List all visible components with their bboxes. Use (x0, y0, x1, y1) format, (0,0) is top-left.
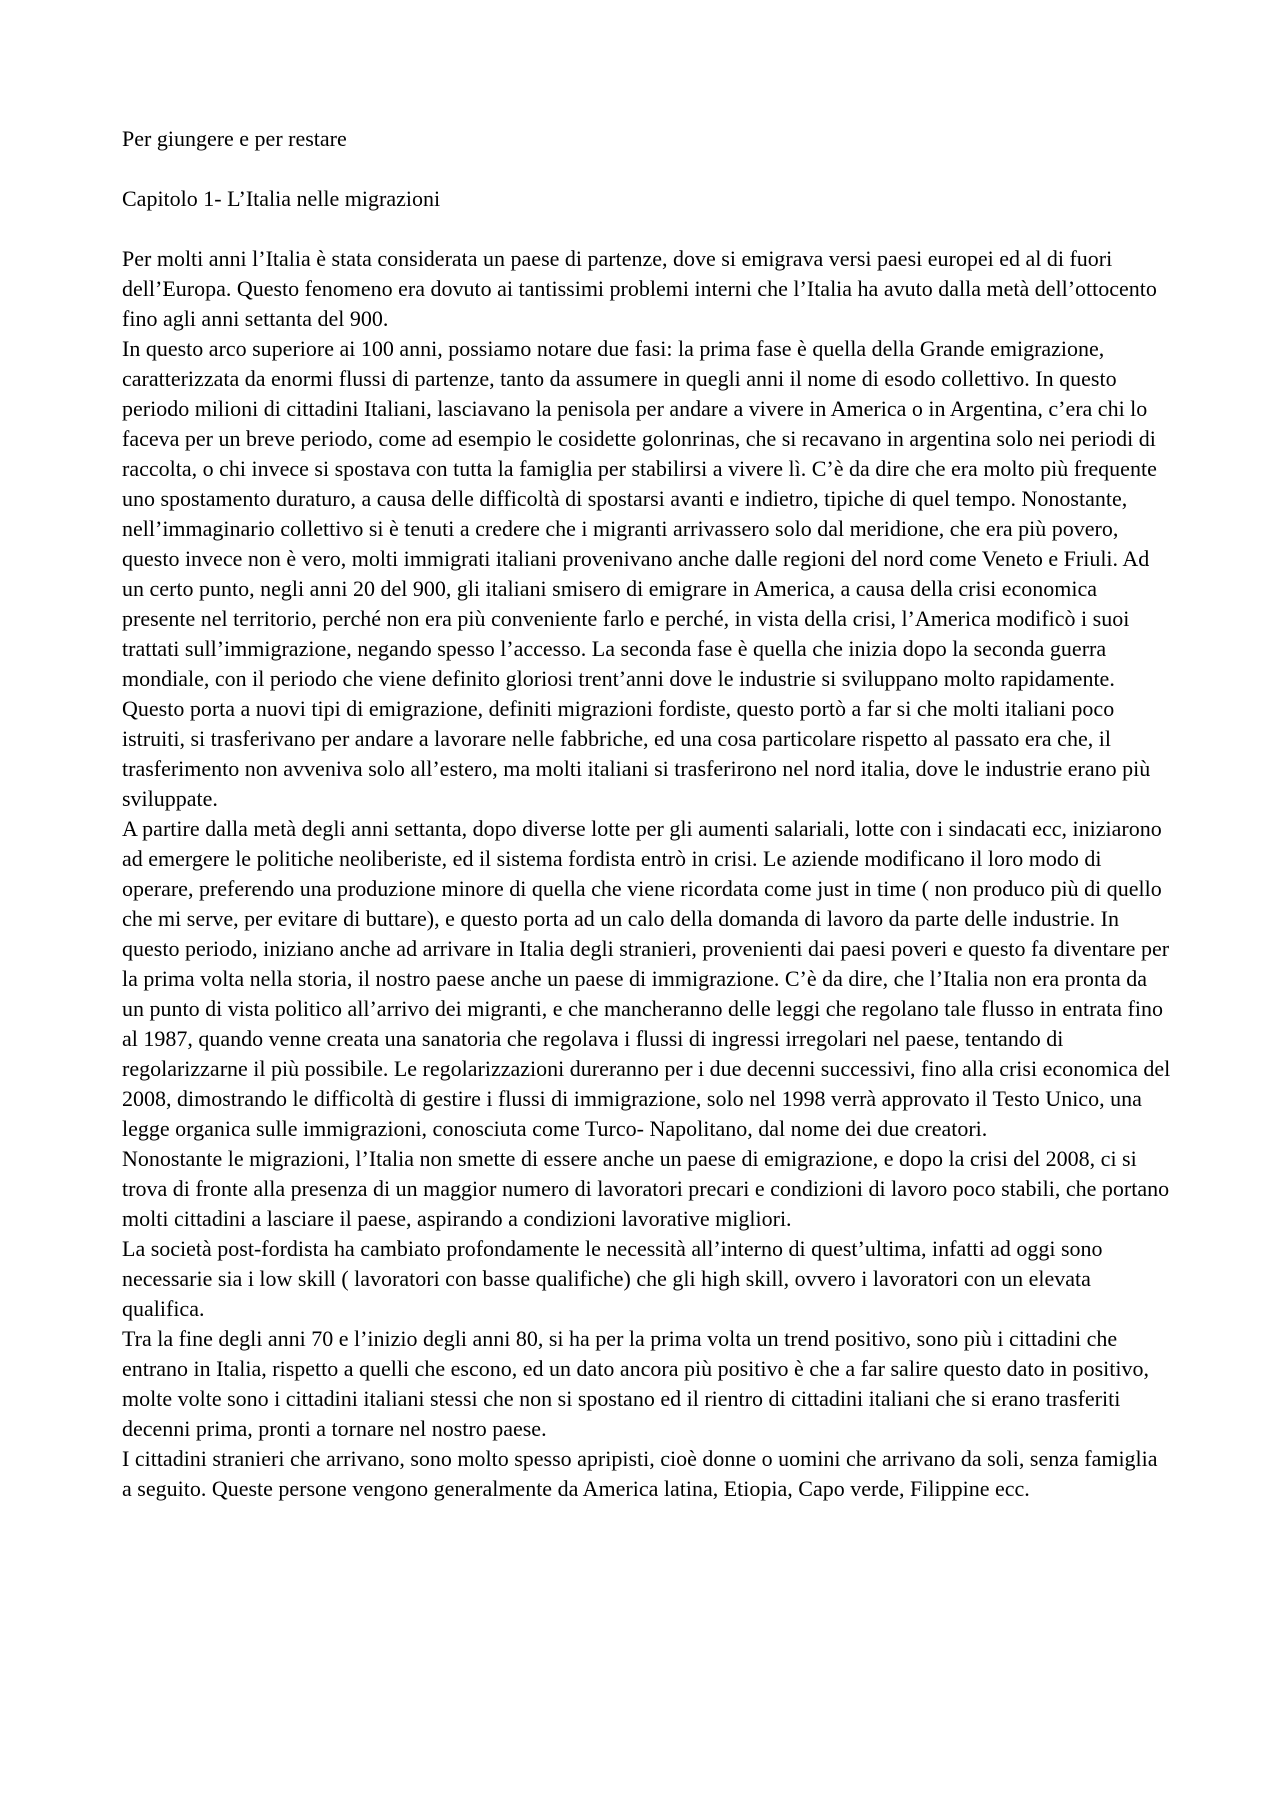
paragraph-3: A partire dalla metà degli anni settanta, dopo diverse lotte per gli aumenti salariali, lotte con i sindacati ecc, iniziarono ad emergere le politiche neoliberiste, ed il sistema fordista entrò in crisi. Le aziende modificano il loro modo di operare, preferendo una produzione minore di quella che viene ricordata come just in time ( non produco più di quello che mi serve, per evitare di buttare), e questo porta ad un calo della domanda di lavoro da parte delle industrie. In questo periodo, iniziano anche ad arrivare in Italia degli stranieri, provenienti dai paesi poveri e questo fa diventare per la prima volta nella storia, il nostro paese anche un paese di immigrazione. C’è da dire, che l’Italia non era pronta da un punto di vista politico all’arrivo dei migranti, e che mancheranno delle leggi che regolano tale flusso in entrata fino al 1987, quando venne creata una sanatoria che regolava i flussi di ingressi irregolari nel paese, tentando di regolarizzarne il più possibile. Le regolarizzazioni dureranno per i due decenni successivi, fino alla crisi economica del 2008, dimostrando le difficoltà di gestire i flussi di immigrazione, solo nel 1998 verrà approvato il Testo Unico, una legge organica sulle immigrazioni, conosciuta come Turco- Napolitano, dal nome dei due creatori. (122, 816, 1171, 1141)
paragraph-4: Nonostante le migrazioni, l’Italia non smette di essere anche un paese di emigrazione, e dopo la crisi del 2008, ci si trova di fronte alla presenza di un maggior numero di lavoratori precari e condizioni di lavoro poco stabili, che portano molti cittadini a lasciare il paese, aspirando a condizioni lavorative migliori. (122, 1146, 1170, 1231)
paragraph-5: La società post-fordista ha cambiato profondamente le necessità all’interno di quest’ultima, infatti ad oggi sono necessarie sia i low skill ( lavoratori con basse qualifiche) che gli high skill, ovvero i lavoratori con un elevata qualifica. (122, 1236, 1103, 1321)
paragraph-2: In questo arco superiore ai 100 anni, possiamo notare due fasi: la prima fase è quella della Grande emigrazione, caratterizzata da enormi flussi di partenze, tanto da assumere in quegli anni il nome di esodo collettivo. In questo periodo milioni di cittadini Italiani, lasciavano la penisola per andare a vivere in America o in Argentina, c’era chi lo faceva per un breve periodo, come ad esempio le cosidette golonrinas, che si recavano in argentina solo nei periodi di raccolta, o chi invece si spostava con tutta la famiglia per stabilirsi a vivere lì. C’è da dire che era molto più frequente uno spostamento duraturo, a causa delle difficoltà di spostarsi avanti e indietro, tipiche di quel tempo. Nonostante, nell’immaginario collettivo si è tenuti a credere che i migranti arrivassero solo dal meridione, che era più povero, questo invece non è vero, molti immigrati italiani provenivano anche dalle regioni del nord come Veneto e Friuli. Ad un certo punto, negli anni 20 del 900, gli italiani smisero di emigrare in America, a causa della crisi economica presente nel territorio, perché non era più conveniente farlo e perché, in vista della crisi, l’America modificò i suoi trattati sull’immigrazione, negando spesso l’accesso. La seconda fase è quella che inizia dopo la seconda guerra mondiale, con il periodo che viene definito gloriosi trent’anni dove le industrie si sviluppano molto rapidamente. Questo porta a nuovi tipi di emigrazione, definiti migrazioni fordiste, questo portò a far si che molti italiani poco istruiti, si trasferivano per andare a lavorare nelle fabbriche, ed una cosa particolare rispetto al passato era che, il trasferimento non avveniva solo all’estero, ma molti italiani si trasferirono nel nord italia, dove le industrie erano più sviluppate. (122, 336, 1157, 811)
document-page (122, 124, 1172, 1504)
paragraph-6: Tra la fine degli anni 70 e l’inizio degli anni 80, si ha per la prima volta un trend positivo, sono più i cittadini che entrano in Italia, rispetto a quelli che escono, ed un dato ancora più positivo è che a far salire questo dato in positivo, molte volte sono i cittadini italiani stessi che non si spostano ed il rientro di cittadini italiani che si erano trasferiti decenni prima, pronti a tornare nel nostro paese. (122, 1326, 1149, 1441)
paragraph-7: I cittadini stranieri che arrivano, sono molto spesso apripisti, cioè donne o uomini che arrivano da soli, senza famiglia a seguito. Queste persone vengono generalmente da America latina, Etiopia, Capo verde, Filippine ecc. (122, 1446, 1158, 1501)
paragraph-1: Per molti anni l’Italia è stata considerata un paese di partenze, dove si emigrava versi paesi europei ed al di fuori dell’Europa. Questo fenomeno era dovuto ai tantissimi problemi interni che l’Italia ha avuto dalla metà dell’ottocento fino agli anni settanta del 900. (122, 246, 1157, 331)
chapter-heading: Capitolo 1- L’Italia nelle migrazioni (122, 186, 441, 211)
document-title: Per giungere e per restare (122, 126, 347, 151)
document-body (122, 244, 1172, 1504)
